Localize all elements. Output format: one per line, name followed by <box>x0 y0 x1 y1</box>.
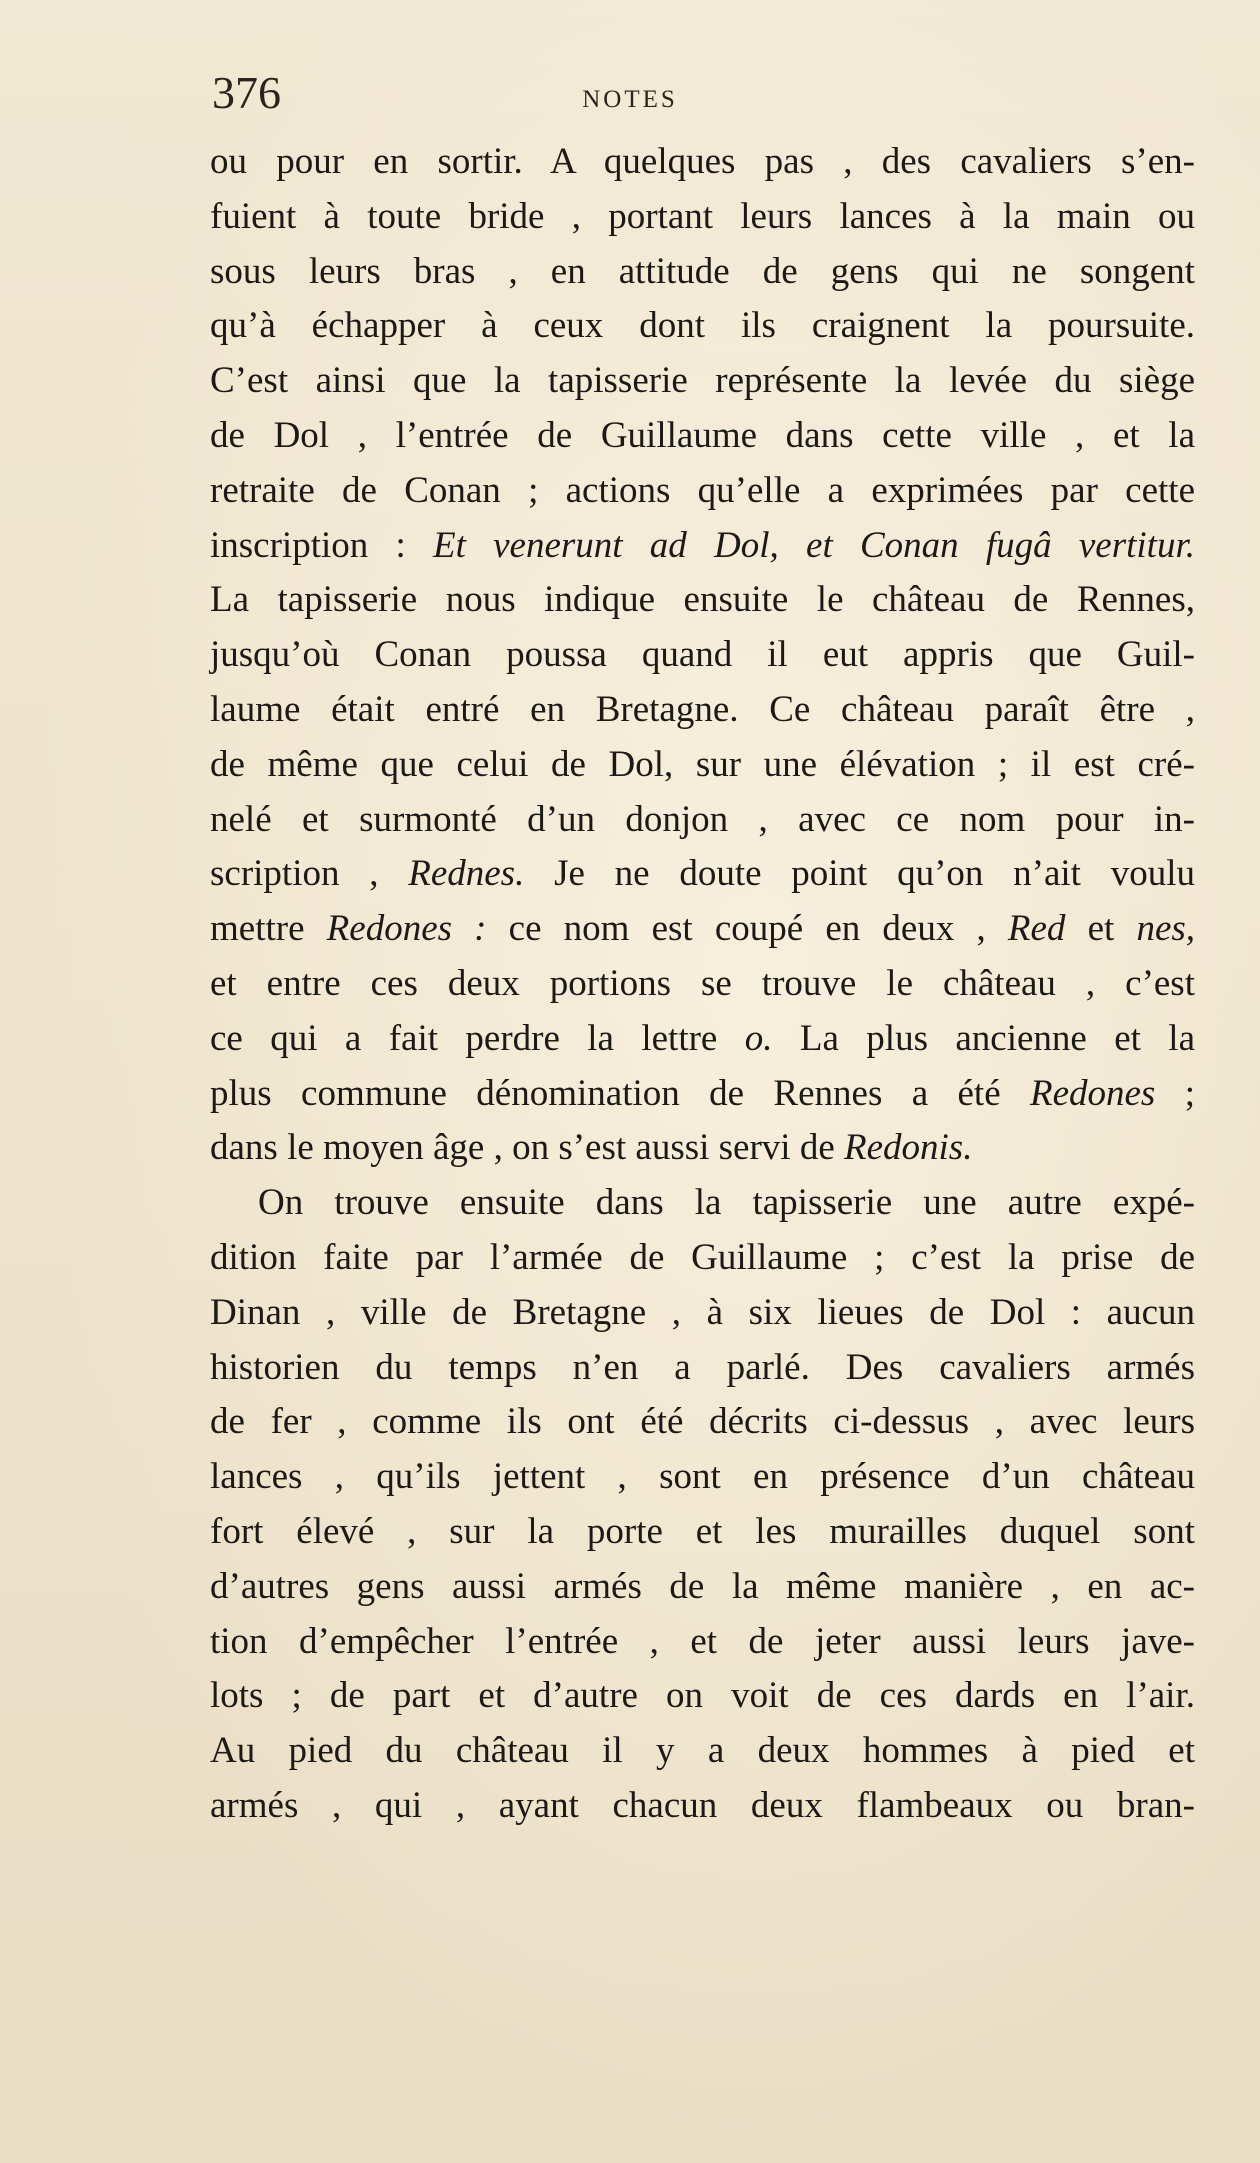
italic-word: Redonis. <box>844 1127 973 1169</box>
text-line: historien du temps n’en a parlé. Des cavaliers armés <box>210 1346 1195 1388</box>
text-line: ou pour en sortir. A quelques pas , des cavaliers s’en- <box>210 141 1195 182</box>
text-line <box>210 1121 1195 1176</box>
body-text <box>210 135 1195 1834</box>
italic-word: nes, <box>1136 908 1196 950</box>
text-line: fuient à toute bride , portant leurs lances à la main ou <box>210 195 1195 237</box>
text-line: Au pied du château il y a deux hommes à pied et <box>210 1730 1195 1772</box>
text-line <box>210 1067 1195 1122</box>
text-line <box>210 902 1195 957</box>
text-line: de même que celui de Dol, sur une élévation ; il est cré- <box>210 743 1195 785</box>
italic-word: Red <box>1007 908 1066 950</box>
text-run: La plus ancienne et la <box>772 1017 1196 1059</box>
text-line: On trouve ensuite dans la tapisserie une autre expé- <box>258 1182 1195 1224</box>
text-line: La tapisserie nous indique ensuite le château de Rennes, <box>210 579 1195 621</box>
text-run: plus commune dénomination de Rennes a été <box>210 1072 1030 1114</box>
text-line: tion d’empêcher l’entrée , et de jeter aussi leurs jave- <box>210 1620 1195 1662</box>
text-line: C’est ainsi que la tapisserie représente la levée du siège <box>210 360 1195 402</box>
latin-inscription: Et venerunt ad Dol, et Conan fugâ vertitur. <box>433 524 1196 566</box>
text-run: inscription : <box>210 524 434 566</box>
text-line: retraite de Conan ; actions qu’elle a exprimées par cette <box>210 469 1195 511</box>
text-line: d’autres gens aussi armés de la même manière , en ac- <box>210 1565 1195 1607</box>
text-line: et entre ces deux portions se trouve le château , c’est <box>210 962 1195 1004</box>
italic-word: o. <box>744 1017 773 1059</box>
text-line: armés , qui , ayant chacun deux flambeaux ou bran- <box>210 1784 1195 1826</box>
text-run: dans le moyen âge , on s’est aussi servi de <box>210 1127 844 1169</box>
text-run: et <box>1065 908 1137 950</box>
text-line: lots ; de part et d’autre on voit de ces dards en l’air. <box>210 1675 1195 1717</box>
text-run: Je ne doute point qu’on n’ait voulu <box>524 853 1195 895</box>
text-line <box>210 1012 1195 1067</box>
text-line: lances , qu’ils jettent , sont en présence d’un château <box>210 1456 1195 1498</box>
text-line <box>210 519 1195 574</box>
italic-word: Redones : <box>326 908 487 950</box>
text-line: de Dol , l’entrée de Guillaume dans cette ville , et la <box>210 414 1195 456</box>
text-run: ce nom est coupé en deux , <box>486 908 1008 950</box>
text-run: scription , <box>210 853 409 895</box>
running-head: NOTES <box>582 86 678 113</box>
text-line: laume était entré en Bretagne. Ce château paraît être , <box>210 688 1195 730</box>
text-line <box>210 847 1195 902</box>
text-line: qu’à échapper à ceux dont ils craignent la poursuite. <box>210 305 1195 347</box>
text-line: dition faite par l’armée de Guillaume ; c’est la prise de <box>210 1236 1195 1278</box>
italic-word: Rednes. <box>408 853 525 895</box>
text-line: jusqu’où Conan poussa quand il eut appris que Guil- <box>210 634 1195 676</box>
text-line: nelé et surmonté d’un donjon , avec ce nom pour in- <box>210 798 1195 840</box>
text-run: ; <box>1155 1072 1195 1114</box>
text-run: ce qui a fait perdre la lettre <box>210 1017 745 1059</box>
text-run: mettre <box>210 908 327 950</box>
italic-word: Redones <box>1029 1072 1156 1114</box>
page-number: 376 <box>212 67 281 118</box>
text-line: de fer , comme ils ont été décrits ci-dessus , avec leurs <box>210 1401 1195 1443</box>
text-line: Dinan , ville de Bretagne , à six lieues de Dol : aucun <box>210 1291 1195 1333</box>
text-line: sous leurs bras , en attitude de gens qui ne songent <box>210 250 1195 292</box>
text-line: fort élevé , sur la porte et les murailles duquel sont <box>210 1510 1195 1552</box>
